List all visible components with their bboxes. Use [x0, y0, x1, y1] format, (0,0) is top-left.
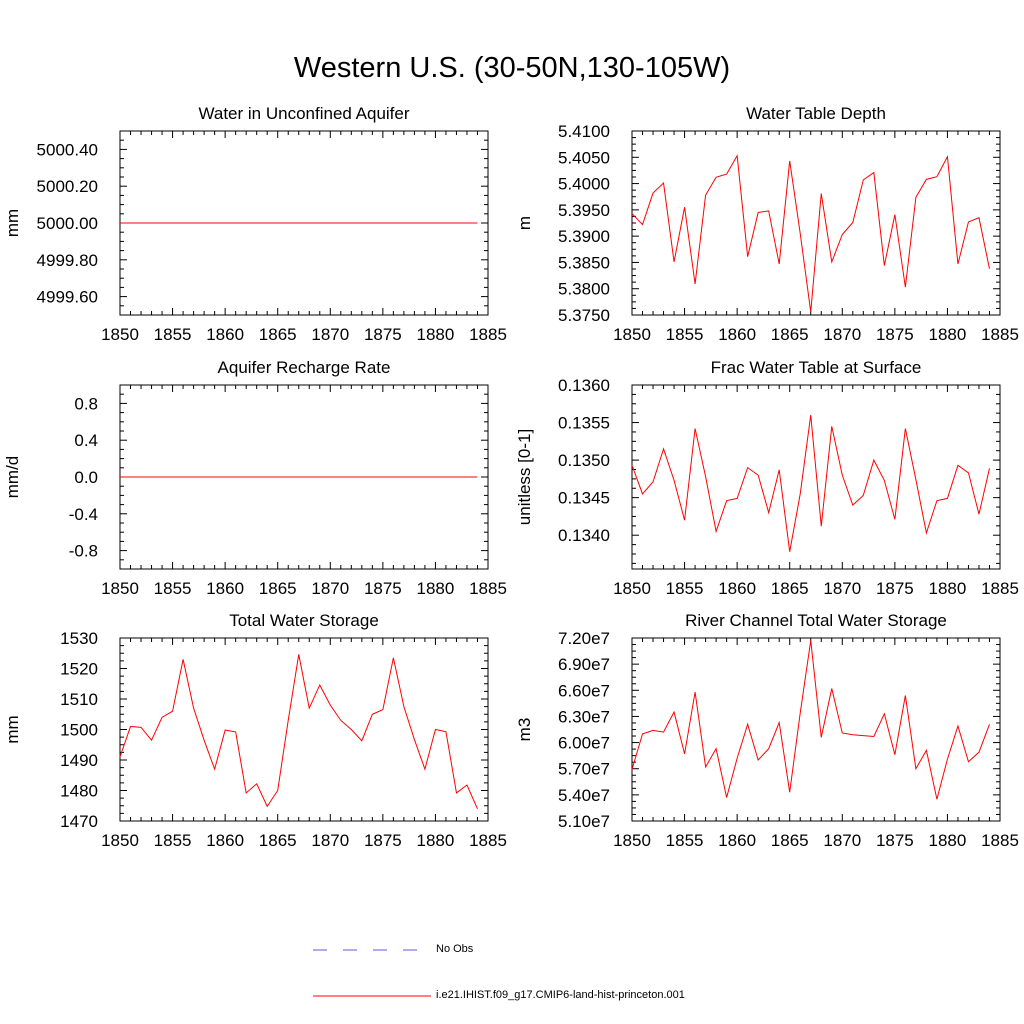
x-tick-label: 1855: [153, 831, 192, 850]
y-tick-label: 1490: [60, 751, 98, 770]
y-tick-label: 0.1340: [558, 526, 610, 546]
x-tick-label: 1855: [665, 579, 704, 598]
x-tick-label: 1870: [311, 831, 350, 850]
y-axis-label: m3: [515, 717, 534, 742]
x-tick-label: 1885: [469, 579, 507, 598]
y-tick-label: 4999.80: [36, 250, 98, 270]
y-tick-label: 6.00e7: [558, 733, 610, 753]
x-tick-label: 1875: [363, 325, 402, 344]
y-tick-label: 0.1350: [558, 451, 610, 471]
x-tick-label: 1860: [206, 831, 245, 850]
x-tick-label: 1860: [718, 325, 757, 344]
y-tick-label: 0.4: [74, 431, 98, 451]
x-tick-label: 1850: [101, 579, 139, 598]
y-tick-label: 5.4050: [558, 148, 610, 168]
chart-panel-5: [3, 611, 507, 850]
x-tick-label: 1875: [875, 579, 914, 598]
y-tick-label: 1470: [60, 812, 98, 831]
x-tick-label: 1850: [101, 325, 139, 344]
x-tick-label: 1855: [153, 579, 192, 598]
y-tick-label: 5.3800: [558, 279, 610, 299]
x-tick-label: 1865: [258, 831, 297, 850]
x-tick-label: 1880: [928, 325, 967, 344]
x-tick-label: 1875: [363, 831, 402, 850]
y-tick-label: 6.60e7: [558, 681, 610, 701]
legend-label-obs: No Obs: [436, 943, 474, 955]
y-tick-label: 0.1345: [558, 488, 610, 508]
panel-title: Water in Unconfined Aquifer: [198, 104, 410, 123]
y-tick-label: 4999.60: [36, 287, 98, 307]
panel-title: Aquifer Recharge Rate: [217, 358, 391, 377]
y-tick-label: 5.3750: [558, 306, 610, 325]
y-tick-label: 1480: [60, 781, 98, 801]
x-tick-label: 1870: [311, 579, 350, 598]
y-tick-label: 5.70e7: [558, 759, 610, 779]
y-tick-label: 5.10e7: [558, 812, 610, 831]
y-tick-label: 1500: [60, 720, 98, 740]
y-axis-label: unitless [0-1]: [515, 428, 534, 526]
y-tick-label: 0.0: [74, 468, 98, 487]
chart-panel-6: [515, 611, 1019, 850]
x-tick-label: 1865: [770, 325, 809, 344]
x-tick-label: 1870: [823, 831, 862, 850]
y-axis-label: m: [515, 215, 534, 231]
y-tick-label: -0.8: [68, 541, 98, 561]
y-tick-label: 1510: [60, 690, 98, 709]
x-tick-label: 1880: [416, 831, 455, 850]
x-tick-label: 1870: [823, 325, 862, 344]
x-tick-label: 1875: [875, 325, 914, 344]
x-tick-label: 1850: [613, 579, 651, 598]
y-tick-label: 5000.20: [36, 177, 98, 197]
series-line: [120, 654, 477, 808]
y-axis-label: mm: [3, 715, 22, 744]
x-tick-label: 1885: [469, 325, 507, 344]
y-tick-label: 6.90e7: [558, 655, 610, 675]
x-tick-label: 1850: [101, 831, 139, 850]
y-tick-label: 0.1360: [558, 376, 610, 395]
x-tick-label: 1850: [613, 831, 651, 850]
chart-panel-4: [515, 358, 1019, 598]
x-tick-label: 1855: [153, 325, 192, 344]
x-tick-label: 1860: [206, 579, 245, 598]
x-tick-label: 1855: [665, 325, 704, 344]
y-tick-label: 6.30e7: [558, 707, 610, 727]
y-axis-label: mm/d: [3, 455, 22, 499]
y-tick-label: 5000.00: [36, 214, 98, 233]
page-title: Western U.S. (30-50N,130-105W): [293, 52, 731, 84]
plot-frame: [632, 638, 1000, 821]
x-tick-label: 1860: [718, 831, 757, 850]
x-tick-label: 1865: [770, 831, 809, 850]
y-tick-label: 5.40e7: [558, 785, 610, 805]
y-tick-label: 0.1355: [558, 413, 610, 433]
series-line: [632, 641, 989, 800]
chart-panel-1: [3, 104, 507, 344]
series-line: [632, 415, 989, 552]
x-tick-label: 1860: [718, 579, 757, 598]
plot-frame: [120, 638, 488, 821]
plot-frame: [632, 385, 1000, 569]
y-tick-label: 5.3850: [558, 253, 610, 273]
y-tick-label: 1520: [60, 659, 98, 679]
series-line: [632, 156, 989, 312]
x-tick-label: 1885: [981, 325, 1019, 344]
y-tick-label: 7.20e7: [558, 629, 610, 648]
x-tick-label: 1860: [206, 325, 245, 344]
x-tick-label: 1880: [928, 579, 967, 598]
y-tick-label: 0.8: [74, 394, 98, 414]
chart-panel-3: [3, 358, 507, 598]
x-tick-label: 1855: [665, 831, 704, 850]
chart-panel-2: [515, 104, 1019, 344]
y-tick-label: 5.4100: [558, 122, 610, 141]
x-tick-label: 1885: [981, 579, 1019, 598]
x-tick-label: 1870: [823, 579, 862, 598]
x-tick-label: 1865: [258, 325, 297, 344]
panel-title: Frac Water Table at Surface: [710, 358, 922, 377]
x-tick-label: 1875: [363, 579, 402, 598]
panel-title: Total Water Storage: [229, 611, 379, 630]
x-tick-label: 1875: [875, 831, 914, 850]
x-tick-label: 1865: [770, 579, 809, 598]
panel-title: River Channel Total Water Storage: [685, 611, 947, 630]
y-axis-label: mm: [3, 208, 22, 238]
y-tick-label: 5000.40: [36, 140, 98, 160]
y-tick-label: 5.3900: [558, 227, 610, 247]
x-tick-label: 1885: [469, 831, 507, 850]
x-tick-label: 1880: [416, 325, 455, 344]
panel-title: Water Table Depth: [746, 104, 886, 123]
x-tick-label: 1850: [613, 325, 651, 344]
x-tick-label: 1880: [928, 831, 967, 850]
x-tick-label: 1885: [981, 831, 1019, 850]
y-tick-label: 5.3950: [558, 200, 610, 220]
y-tick-label: 5.4000: [558, 174, 610, 194]
x-tick-label: 1880: [416, 579, 455, 598]
legend-label-model: i.e21.IHIST.f09_g17.CMIP6-land-hist-princeton.001: [436, 989, 685, 1001]
x-tick-label: 1870: [311, 325, 350, 344]
y-tick-label: 1530: [60, 629, 98, 648]
y-tick-label: -0.4: [68, 504, 98, 524]
x-tick-label: 1865: [258, 579, 297, 598]
